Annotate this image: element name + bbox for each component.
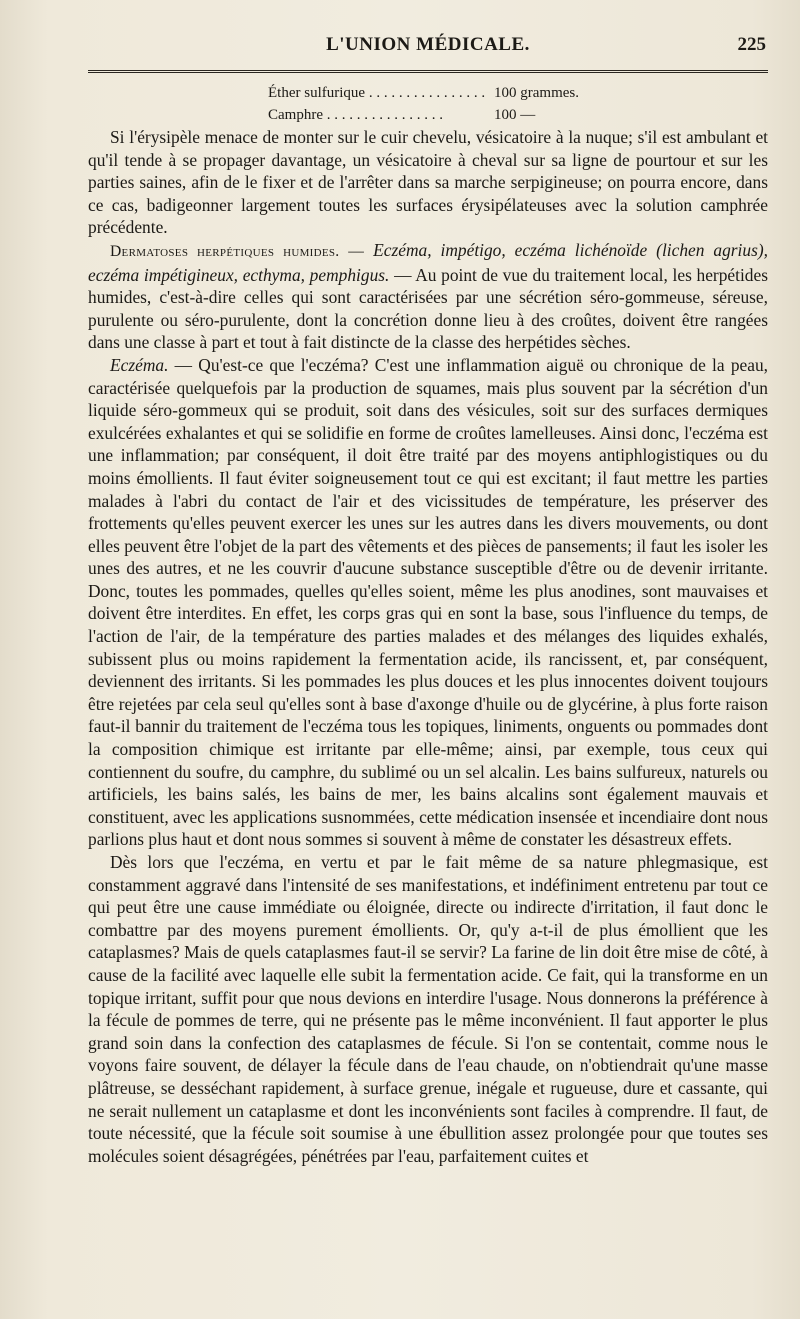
paragraph-erysipele: Si l'érysipèle menace de monter sur le cuir chevelu, vésicatoire à la nuque; s'il est ambulant et qu'il tende à se propager davantage, un vésicatoire à cheval sur sa ligne de pourtour et sur les parties saines, afin de le fixer et de l'arrêter dans sa marche serpigineuse; on pourra encore, dans ce cas, badigeonner largement toutes les surfaces érysipélateuses avec la solution camphrée précédente. — [88, 127, 768, 238]
subsection-heading: Eczéma. — [110, 354, 169, 375]
recipe-row — [268, 82, 768, 104]
paragraph-cataplasmes: Dès lors que l'eczéma, en vertu et par le fait même de sa nature phlegmasique, est constamment aggravé dans l'intensité de ses manifestations, et indéfiniment entretenu par tout ce qui peut être une cause immédiate ou éloignée, directe ou indirecte d'irritation, il faut donc le combattre par des moyens purement émollients. Or, qu'y a-t-il de plus émollient que les cataplasmes? Mais de quels cataplasmes faut-il se servir? La farine de lin doit être mise de côté, à cause de la facilité avec laquelle elle subit la fermentation acide. Ce fait, qui la transforme en un topique irritant, suffit pour que nous devions en interdire l'usage. Nous donnerons la préférence à la fécule de pommes de terre, qui ne présente pas le même inconvénient. Il faut apporter le plus grand soin dans la confection des cataplasmes de fécule. Si l'on se contentait, comme nous le voyons faire souvent, de délayer la fécule dans de l'eau chaude, on n'obtiendrait qu'une masse plâtreuse, se desséchant rapidement, à surface grenue, inégale et rugueuse, dure et cassante, qui ne serait nullement un cataplasme et dont les inconvénients sont faciles à comprendre. Il faut, de toute nécessité, que la fécule soit soumise à une ébullition assez prolongée pour que toutes ses molécules soient désagrégées, pénétrées par l'eau, parfaitement cuites et — [88, 852, 768, 1166]
paragraph-eczema — [88, 354, 768, 851]
section-heading: Dermatoses herpétiques humides. — — [110, 242, 365, 260]
paragraph-dermatoses — [88, 239, 768, 354]
page-header — [88, 0, 768, 62]
header-rule — [88, 70, 768, 73]
paragraph-text: — Au point de vue du traitement local, les herpétides humides, c'est-à-dire celles qui sont caractérisées par une sécrétion séro-gommeuse, séreuse, purulente ou séro-purulente, dont la concrétion donne lieu à des croûtes, doivent être rangées dans une classe à part et tout à fait distincte de la classe des herpétides sèches. — [88, 264, 768, 353]
running-title: L'UNION MÉDICALE. — [326, 34, 530, 55]
recipe-quantity: 100 grammes. — [494, 85, 579, 101]
recipe-row — [268, 104, 768, 126]
recipe-ingredient: Éther sulfurique . . . — [268, 82, 494, 104]
paragraph-text: — Qu'est-ce que l'eczéma? C'est une inflammation aiguë ou chronique de la peau, caractérisée quelquefois par la production de squames, mais plus souvent par la sécrétion d'un liquide séro-gommeux qui se produit, soit dans des vésicules, soit sur des surfaces dermiques exulcérées exhalantes et qui se solidifie en forme de croûtes lamelleuses. Ainsi donc, l'eczéma est une inflammation; par conséquent, il doit être traité par des moyens antiphlogistiques ou du moins émollients. Il faut éviter soigneusement tout ce qui est excitant; il faut mettre les parties malades à l'abri du contact de l'air et des vicissitudes de température, les préserver des frottements qu'elles peuvent exercer les unes sur les autres dans les divers mouvements, ou dont elles peuvent être l'objet de la part des vêtements et des pièces de pansements; il faut les isoler les unes des autres, et ne les couvrir d'aucune substance susceptible d'être ou de devenir irritante. Donc, toutes les pommades, quelles qu'elles soient, même les plus anodines, sont mauvaises et doivent être interdites. En effet, les corps gras qui en sont la base, sous l'influence du temps, de l'action de l'air, de la température des parties malades et des mélanges des liquides exhalés, subissent plus ou moins rapidement la fermentation acide, ils rancissent, et, par conséquent, deviennent des irritants. Si les pommades les plus douces et les plus innocentes doivent toujours être rejetées par cela seul qu'elles sont à base d'axonge d'huile ou de glycérine, à plus forte raison faut-il bannir du traitement de l'eczéma tous les topiques, liniments, onguents ou pommades dont la composition chimique est irritante par elle-même; ainsi, par exemple, tous ceux qui contiennent du soufre, du camphre, du sublimé ou un sel alcalin. Les bains sulfureux, naturels ou artificiels, les bains salés, les bains de mer, les bains alcalins sont également mauvais et constituent, avec les applications susnommées, cette médication insensée et incendiaire dont nous parlions plus haut et dont nous sommes si souvent à même de constater les désastreux effets. — [88, 354, 768, 850]
recipe-ingredient: Camphre . . . — [268, 104, 494, 126]
disease-list: Eczéma, impétigo, eczéma lichénoïde (lichen agrius), eczéma impétigineux, ecthyma, pemphigus. — [88, 239, 768, 285]
body-text — [88, 126, 768, 1167]
recipe-quantity: 100 — — [494, 107, 536, 123]
page-number: 225 — [737, 34, 766, 55]
recipe-list — [268, 82, 768, 126]
